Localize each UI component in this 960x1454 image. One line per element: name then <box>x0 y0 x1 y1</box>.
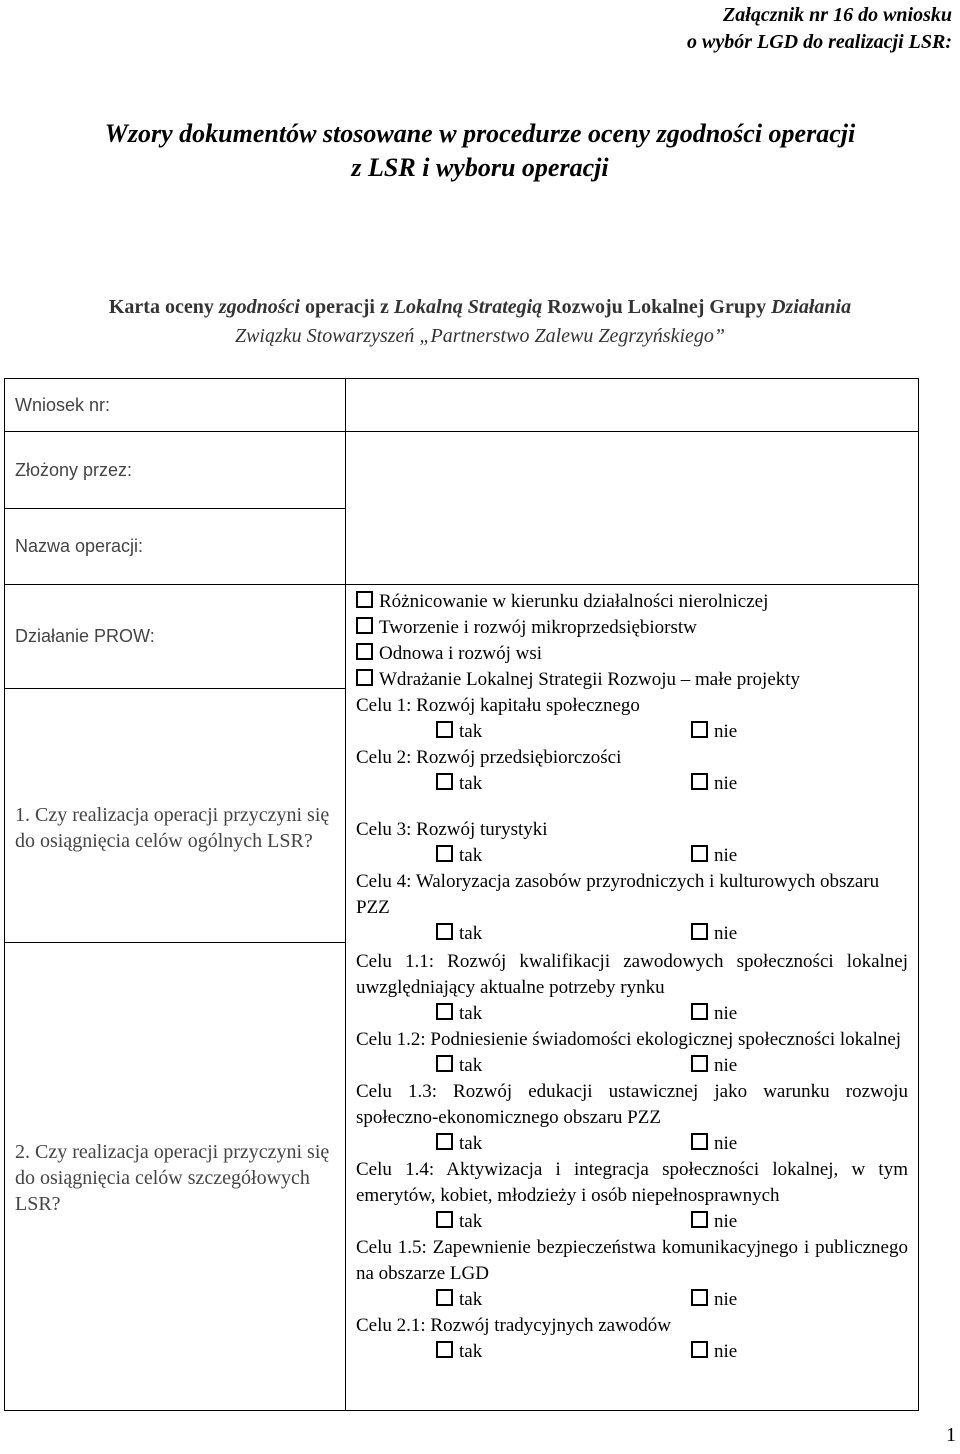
cel-szczegolowy-1-5: Celu 1.5: Zapewnienie bezpieczeństwa komunikacyjnego i publicznego na obszarze LGD <box>356 1237 908 1284</box>
yes-no-row <box>356 1339 908 1365</box>
checkbox-icon[interactable] <box>356 591 373 608</box>
yes-option[interactable]: tak <box>436 1001 482 1027</box>
yes-option[interactable]: tak <box>436 771 482 797</box>
no-option[interactable]: nie <box>691 1287 737 1313</box>
yes-option[interactable]: tak <box>436 719 482 745</box>
yes-no-row <box>356 1287 908 1313</box>
nazwa-label: Nazwa operacji: <box>5 509 346 585</box>
yes-no-row <box>356 921 908 947</box>
yes-option[interactable]: tak <box>436 1053 482 1079</box>
checkbox-icon[interactable] <box>691 1055 708 1072</box>
no-option[interactable]: nie <box>691 771 737 797</box>
options-cell <box>346 585 919 1411</box>
yes-no-row <box>356 771 908 797</box>
checkbox-icon[interactable] <box>436 923 453 940</box>
page-number: 1 <box>946 1424 956 1446</box>
title-line-2: z LSR i wyboru operacji <box>351 153 609 182</box>
no-option[interactable]: nie <box>691 1001 737 1027</box>
annex-line-1: Załącznik nr 16 do wniosku <box>723 4 952 26</box>
cel-szczegolowy-2-1: Celu 2.1: Rozwój tradycyjnych zawodów <box>356 1315 672 1336</box>
card-title-part: Lokalną Strategią <box>393 296 543 318</box>
row-zlozony <box>5 432 919 509</box>
cel-ogolny-1: Celu 1: Rozwój kapitału społecznego <box>356 695 640 716</box>
no-option[interactable]: nie <box>691 921 737 947</box>
yes-no-row <box>356 1001 908 1027</box>
dzialanie-label: Działanie PROW: <box>5 585 346 689</box>
card-title <box>0 293 960 351</box>
yes-no-row <box>356 1209 908 1235</box>
no-option[interactable]: nie <box>691 1131 737 1157</box>
dzialanie-option[interactable]: Odnowa i rozwój wsi <box>356 641 908 667</box>
checkbox-icon[interactable] <box>691 1289 708 1306</box>
checkbox-icon[interactable] <box>691 1003 708 1020</box>
checkbox-icon[interactable] <box>436 1003 453 1020</box>
checkbox-icon[interactable] <box>436 1289 453 1306</box>
yes-option[interactable]: tak <box>436 921 482 947</box>
checkbox-icon[interactable] <box>436 1055 453 1072</box>
cel-ogolny-4: Celu 4: Waloryzacja zasobów przyrodniczych i kulturowych obszaru PZZ <box>356 871 880 918</box>
checkbox-icon[interactable] <box>436 845 453 862</box>
card-title-part: operacji z <box>299 296 394 318</box>
cel-ogolny-3: Celu 3: Rozwój turystyki <box>356 819 548 840</box>
question-2: 2. Czy realizacja operacji przyczyni się do osiągnięcia celów szczegółowych LSR? <box>5 943 346 1411</box>
checkbox-icon[interactable] <box>436 773 453 790</box>
checkbox-icon[interactable] <box>691 923 708 940</box>
checkbox-icon[interactable] <box>436 1211 453 1228</box>
card-title-part: Działania <box>771 296 852 318</box>
yes-no-row <box>356 1131 908 1157</box>
zlozony-label: Złożony przez: <box>5 432 346 509</box>
dzialania-list <box>356 587 908 693</box>
zlozony-nazwa-value-field[interactable] <box>346 432 919 585</box>
checkbox-icon[interactable] <box>691 1211 708 1228</box>
no-option[interactable]: nie <box>691 1209 737 1235</box>
checkbox-icon[interactable] <box>356 669 373 686</box>
yes-option[interactable]: tak <box>436 843 482 869</box>
yes-option[interactable]: tak <box>436 1287 482 1313</box>
dzialanie-option[interactable]: Tworzenie i rozwój mikroprzedsiębiorstw <box>356 615 908 641</box>
yes-option[interactable]: tak <box>436 1209 482 1235</box>
card-title-part: Karta oceny <box>108 296 219 318</box>
page-title <box>0 117 960 185</box>
yes-option[interactable]: tak <box>436 1131 482 1157</box>
annex-line-2: o wybór LGD do realizacji LSR: <box>687 31 952 53</box>
cel-szczegolowy-1-4: Celu 1.4: Aktywizacja i integracja społeczności lokalnej, w tym emerytów, kobiet, młodzieży i osób niepełnosprawnych <box>356 1159 908 1206</box>
card-title-line-2: Związku Stowarzyszeń „Partnerstwo Zalewu Zegrzyńskiego” <box>234 325 726 347</box>
yes-no-row <box>356 843 908 869</box>
checkbox-icon[interactable] <box>691 1133 708 1150</box>
card-title-part: zgodności <box>218 296 300 318</box>
yes-no-row <box>356 1053 908 1079</box>
question-1: 1. Czy realizacja operacji przyczyni się do osiągnięcia celów ogólnych LSR? <box>5 689 346 943</box>
no-option[interactable]: nie <box>691 1053 737 1079</box>
row-wniosek <box>5 379 919 432</box>
annex-header <box>687 2 952 56</box>
wniosek-label: Wniosek nr: <box>5 379 346 432</box>
card-title-part: Rozwoju Lokalnej Grupy <box>542 296 772 318</box>
checkbox-icon[interactable] <box>691 1341 708 1358</box>
cel-ogolny-2: Celu 2: Rozwój przedsiębiorczości <box>356 747 622 768</box>
row-dzialanie <box>5 585 919 689</box>
cel-szczegolowy-1-2: Celu 1.2: Podniesienie świadomości ekologicznej społeczności lokalnej <box>356 1029 902 1050</box>
cel-szczegolowy-1-1: Celu 1.1: Rozwój kwalifikacji zawodowych społeczności lokalnej uwzględniający aktualne potrzeby rynku <box>356 951 908 998</box>
cel-szczegolowy-1-3: Celu 1.3: Rozwój edukacji ustawicznej jako warunku rozwoju społeczno-ekonomicznego obszaru PZZ <box>356 1081 908 1128</box>
dzialanie-option[interactable]: Wdrażanie Lokalnej Strategii Rozwoju – małe projekty <box>356 667 908 693</box>
no-option[interactable]: nie <box>691 1339 737 1365</box>
wniosek-value-field[interactable] <box>346 379 919 432</box>
checkbox-icon[interactable] <box>356 617 373 634</box>
checkbox-icon[interactable] <box>691 773 708 790</box>
checkbox-icon[interactable] <box>356 643 373 660</box>
title-line-1: Wzory dokumentów stosowane w procedurze oceny zgodności operacji <box>104 119 856 148</box>
no-option[interactable]: nie <box>691 719 737 745</box>
checkbox-icon[interactable] <box>436 1341 453 1358</box>
checkbox-icon[interactable] <box>691 845 708 862</box>
checkbox-icon[interactable] <box>436 721 453 738</box>
evaluation-form-table <box>4 378 919 1411</box>
yes-no-row <box>356 719 908 745</box>
dzialanie-option[interactable]: Różnicowanie w kierunku działalności nierolniczej <box>356 589 908 615</box>
checkbox-icon[interactable] <box>436 1133 453 1150</box>
checkbox-icon[interactable] <box>691 721 708 738</box>
no-option[interactable]: nie <box>691 843 737 869</box>
yes-option[interactable]: tak <box>436 1339 482 1365</box>
card-title-line-1 <box>0 293 960 322</box>
